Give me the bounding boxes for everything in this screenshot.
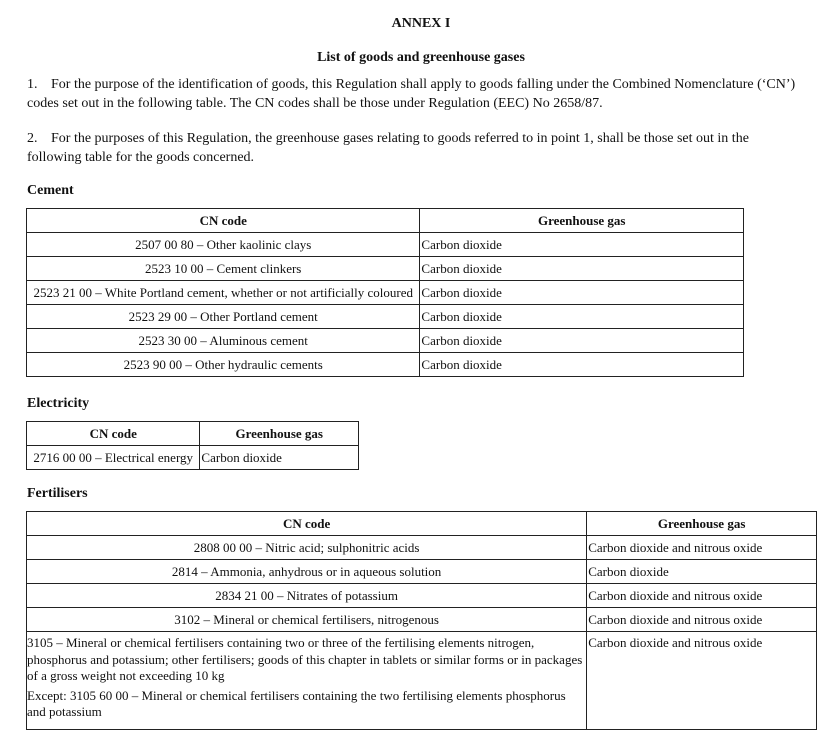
table-row — [27, 536, 817, 560]
paragraph-1 — [27, 75, 797, 113]
paragraph-number: 1. — [27, 77, 38, 92]
cn-code-cell: 2716 00 00 – Electrical energy — [27, 446, 200, 470]
paragraph-2 — [27, 129, 797, 167]
column-header-cn-code: CN code — [27, 422, 200, 446]
greenhouse-gas-cell: Carbon dioxide and nitrous oxide — [587, 632, 817, 730]
greenhouse-gas-cell: Carbon dioxide — [420, 257, 744, 281]
table-row — [27, 632, 817, 730]
cn-code-cell: 2523 29 00 – Other Portland cement — [27, 305, 420, 329]
column-header-cn-code: CN code — [27, 512, 587, 536]
table-row — [27, 608, 817, 632]
table-row — [27, 560, 817, 584]
cn-code-cell: 2523 30 00 – Aluminous cement — [27, 329, 420, 353]
table-row — [27, 353, 744, 377]
section-heading-electricity: Electricity — [27, 396, 90, 411]
cn-code-cell: 2834 21 00 – Nitrates of potassium — [27, 584, 587, 608]
greenhouse-gas-cell: Carbon dioxide — [587, 560, 817, 584]
table-header-row — [27, 422, 359, 446]
greenhouse-gas-cell: Carbon dioxide and nitrous oxide — [587, 608, 817, 632]
table-row — [27, 446, 359, 470]
column-header-greenhouse-gas: Greenhouse gas — [420, 209, 744, 233]
cn-code-cell: 2523 21 00 – White Portland cement, whether or not artificially coloured — [27, 281, 420, 305]
cn-code-cell: 2523 10 00 – Cement clinkers — [27, 257, 420, 281]
table-row — [27, 257, 744, 281]
cement-table — [26, 208, 744, 377]
table-row — [27, 233, 744, 257]
electricity-table — [26, 421, 359, 470]
cn-code-text: 3105 – Mineral or chemical fertilisers containing two or three of the fertilising elements nitrogen, phosphorus and potassium; other fertilisers; goods of this chapter in tablets or similar forms or in packages of a gross weight not exceeding 10 kg — [27, 635, 583, 683]
column-header-cn-code: CN code — [27, 209, 420, 233]
table-row — [27, 305, 744, 329]
list-title: List of goods and greenhouse gases — [317, 50, 525, 65]
column-header-greenhouse-gas: Greenhouse gas — [587, 512, 817, 536]
section-heading-fertilisers: Fertilisers — [27, 486, 88, 501]
annex-title: ANNEX I — [391, 16, 451, 31]
cn-code-exception: Except: 3105 60 00 – Mineral or chemical fertilisers containing the two fertilising elements phosphorus and potassium — [27, 687, 566, 719]
fertilisers-table — [26, 511, 817, 730]
paragraph-text: For the purpose of the identification of goods, this Regulation shall apply to goods falling under the Combined Nomenclature (‘CN’) codes set out in the following table. The CN codes shall be those under Regulation (EEC) No 2658/87. — [27, 77, 796, 111]
greenhouse-gas-cell: Carbon dioxide — [420, 281, 744, 305]
greenhouse-gas-cell: Carbon dioxide — [420, 353, 744, 377]
table-row — [27, 281, 744, 305]
table-row — [27, 584, 817, 608]
column-header-greenhouse-gas: Greenhouse gas — [200, 422, 359, 446]
table-header-row — [27, 209, 744, 233]
greenhouse-gas-cell: Carbon dioxide — [420, 233, 744, 257]
greenhouse-gas-cell: Carbon dioxide and nitrous oxide — [587, 536, 817, 560]
greenhouse-gas-cell: Carbon dioxide — [420, 305, 744, 329]
cn-code-cell: 3102 – Mineral or chemical fertilisers, nitrogenous — [27, 608, 587, 632]
greenhouse-gas-cell: Carbon dioxide — [420, 329, 744, 353]
cn-code-cell: 2523 90 00 – Other hydraulic cements — [27, 353, 420, 377]
cn-code-cell: 2814 – Ammonia, anhydrous or in aqueous solution — [27, 560, 587, 584]
cn-code-cell: 2507 00 80 – Other kaolinic clays — [27, 233, 420, 257]
greenhouse-gas-cell: Carbon dioxide and nitrous oxide — [587, 584, 817, 608]
cn-code-cell — [27, 632, 587, 730]
table-header-row — [27, 512, 817, 536]
greenhouse-gas-cell: Carbon dioxide — [200, 446, 359, 470]
table-row — [27, 329, 744, 353]
section-heading-cement: Cement — [27, 183, 74, 198]
cn-code-cell: 2808 00 00 – Nitric acid; sulphonitric acids — [27, 536, 587, 560]
paragraph-number: 2. — [27, 131, 38, 146]
paragraph-text: For the purposes of this Regulation, the greenhouse gases relating to goods referred to in point 1, shall be those set out in the following table for the goods concerned. — [27, 131, 749, 165]
